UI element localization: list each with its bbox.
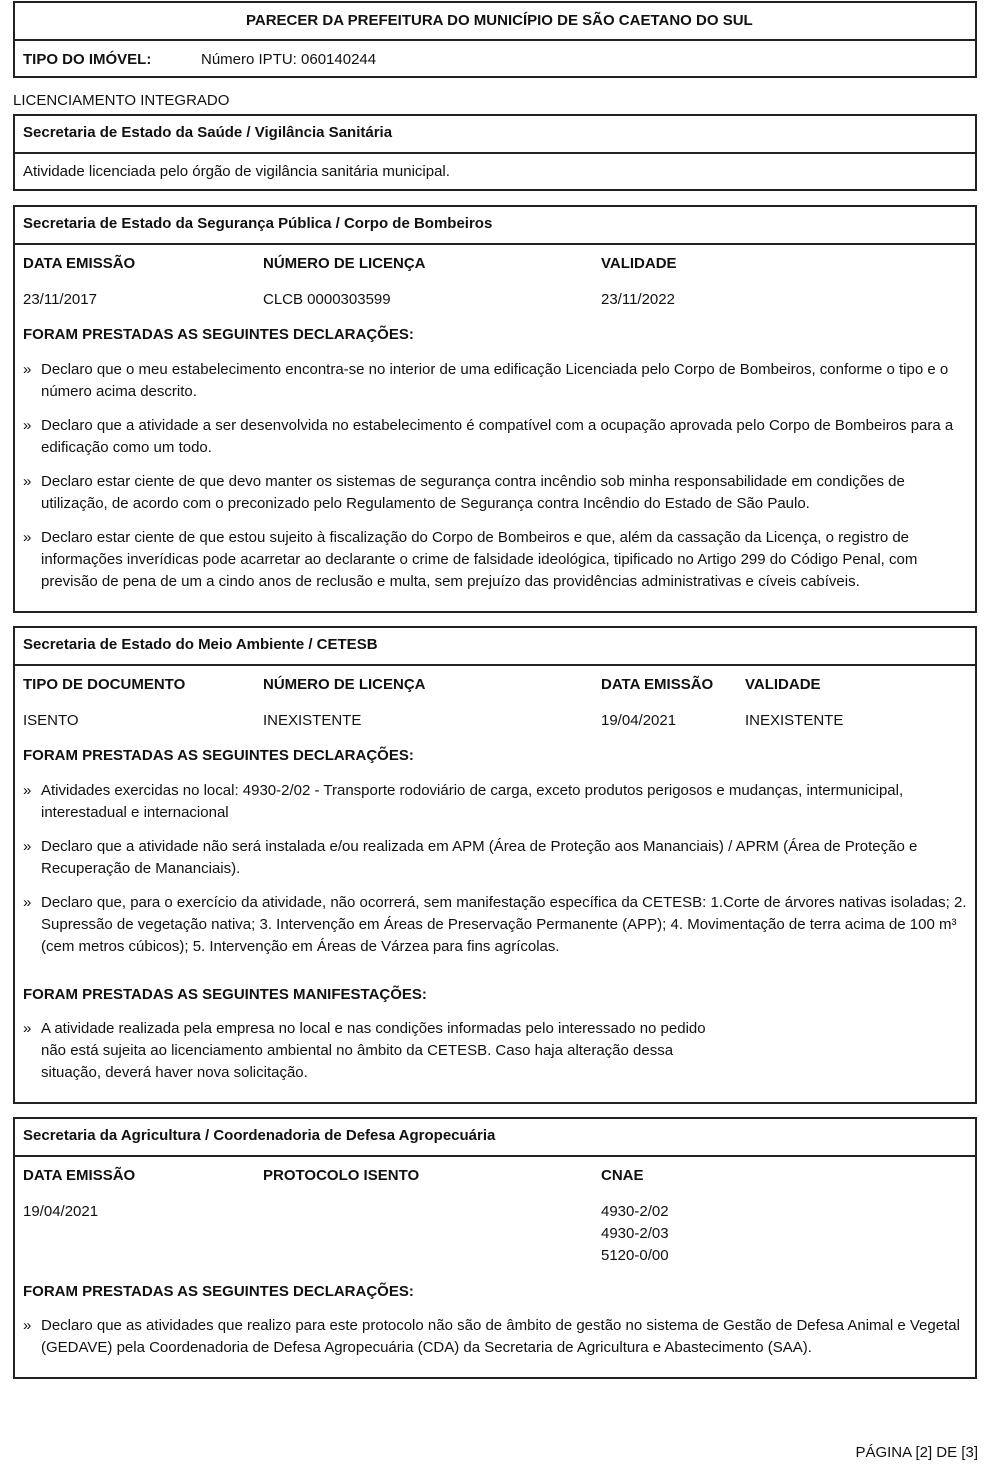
bombeiros-declaration	[23, 471, 967, 515]
header-box	[13, 1, 977, 78]
bombeiros-date: 23/11/2017	[23, 291, 97, 308]
bullet-icon: »	[23, 838, 32, 855]
cetesb-declaration	[23, 892, 967, 958]
bombeiros-title-row	[15, 207, 975, 245]
cetesb-decl-title: FORAM PRESTADAS AS SEGUINTES DECLARAÇÕES:	[23, 747, 414, 764]
agricultura-box	[13, 1117, 977, 1379]
page-number: PÁGINA [2] DE [3]	[855, 1444, 978, 1461]
bombeiros-body	[15, 245, 975, 611]
agricultura-header-date: DATA EMISSÃO	[23, 1167, 136, 1184]
cetesb-body	[15, 666, 975, 1102]
section-label: LICENCIAMENTO INTEGRADO	[13, 92, 230, 109]
page-title: PARECER DA PREFEITURA DO MUNICÍPIO DE SÃO CAETANO DO SUL	[246, 12, 753, 29]
bombeiros-license: CLCB 0000303599	[263, 291, 391, 308]
saude-title-row	[15, 116, 975, 154]
header-title-row	[15, 3, 975, 41]
bombeiros-declaration	[23, 527, 967, 593]
cetesb-manifestation	[23, 1018, 725, 1084]
bullet-icon: »	[23, 473, 32, 490]
bombeiros-box	[13, 205, 977, 613]
bombeiros-declaration	[23, 359, 967, 403]
agricultura-body	[15, 1157, 975, 1377]
bullet-icon: »	[23, 361, 32, 378]
cetesb-title-row	[15, 628, 975, 666]
bombeiros-decl-title: FORAM PRESTADAS AS SEGUINTES DECLARAÇÕES:	[23, 326, 414, 343]
agricultura-declaration	[23, 1315, 967, 1359]
agricultura-decl-title: FORAM PRESTADAS AS SEGUINTES DECLARAÇÕES:	[23, 1283, 414, 1300]
agricultura-header-protocol: PROTOCOLO ISENTO	[263, 1167, 420, 1184]
saude-text: Atividade licenciada pelo órgão de vigilância sanitária municipal.	[23, 163, 450, 180]
agricultura-title-row	[15, 1119, 975, 1157]
tipo-label: TIPO DO IMÓVEL:	[23, 51, 152, 68]
bombeiros-title: Secretaria de Estado da Segurança Pública / Corpo de Bombeiros	[23, 215, 493, 232]
bullet-icon: »	[23, 1020, 32, 1037]
bombeiros-header-license: NÚMERO DE LICENÇA	[263, 255, 426, 272]
saude-box	[13, 114, 977, 191]
bombeiros-validity: 23/11/2022	[601, 291, 675, 308]
bombeiros-header-date: DATA EMISSÃO	[23, 255, 136, 272]
cnae-code: 4930-2/02	[601, 1203, 669, 1220]
declaration-text: Declaro que a atividade a ser desenvolvida no estabelecimento é compatível com a ocupação aprovada pelo Corpo de Bombeiros para a edificação como um todo.	[41, 417, 954, 456]
cetesb-validity: INEXISTENTE	[745, 712, 844, 729]
declaration-text: Declaro estar ciente de que devo manter os sistemas de segurança contra incêndio sob minha responsabilidade em condições de utilização, de acordo com o preconizado pelo Regulamento de Segurança contra Incêndio do Estado de São Paulo.	[41, 473, 905, 512]
cetesb-header-validity: VALIDADE	[745, 676, 821, 693]
cetesb-title: Secretaria de Estado do Meio Ambiente / CETESB	[23, 636, 378, 653]
declaration-text: Atividades exercidas no local: 4930-2/02 - Transporte rodoviário de carga, exceto produtos perigosos e mudanças, intermunicipal, interestadual e internacional	[41, 782, 904, 821]
agricultura-date: 19/04/2021	[23, 1203, 99, 1220]
cetesb-declaration	[23, 836, 967, 880]
saude-title: Secretaria de Estado da Saúde / Vigilância Sanitária	[23, 124, 393, 141]
agricultura-title: Secretaria da Agricultura / Coordenadoria de Defesa Agropecuária	[23, 1127, 496, 1144]
saude-text-row	[15, 154, 975, 189]
header-tipo-row	[15, 41, 975, 76]
manifestation-text: A atividade realizada pela empresa no local e nas condições informadas pelo interessado no pedido não está sujeita ao licenciamento ambiental no âmbito da CETESB. Caso haja alteração dessa situação, deverá haver nova solicitação.	[41, 1020, 706, 1081]
bullet-icon: »	[23, 894, 32, 911]
cetesb-box	[13, 626, 977, 1104]
cnae-list	[601, 1201, 669, 1267]
bullet-icon: »	[23, 782, 32, 799]
cetesb-doc-type: ISENTO	[23, 712, 79, 729]
cetesb-manif-title: FORAM PRESTADAS AS SEGUINTES MANIFESTAÇÕES:	[23, 986, 427, 1003]
cetesb-license: INEXISTENTE	[263, 712, 362, 729]
iptu-number: Número IPTU: 060140244	[201, 51, 377, 68]
bullet-icon: »	[23, 529, 32, 546]
cnae-code: 5120-0/00	[601, 1247, 669, 1264]
cetesb-declaration	[23, 780, 967, 824]
declaration-text: Declaro estar ciente de que estou sujeito à fiscalização do Corpo de Bombeiros e que, além da cassação da Licença, o registro de informações inverídicas pode acarretar ao declarante o crime de falsidade ideológica, tipificado no Artigo 299 do Código Penal, com previsão de pena de um a cindo anos de reclusão e multa, sem prejuízo das providências administrativas e cíveis cabíveis.	[41, 529, 918, 590]
declaration-text: Declaro que, para o exercício da atividade, não ocorrerá, sem manifestação específica da CETESB: 1.Corte de árvores nativas isoladas; 2. Supressão de vegetação nativa; 3. Intervenção em Áreas de Preservação Permanente (APP); 4. Movimentação de terra acima de 100 m³ (cem metros cúbicos); 5. Intervenção em Áreas de Várzea para fins agrícolas.	[41, 894, 967, 955]
declaration-text: Declaro que o meu estabelecimento encontra-se no interior de uma edificação Licenciada pelo Corpo de Bombeiros, conforme o tipo e o número acima descrito.	[41, 361, 949, 400]
agricultura-header-cnae: CNAE	[601, 1167, 644, 1184]
declaration-text: Declaro que as atividades que realizo para este protocolo não são de âmbito de gestão no sistema de Gestão de Defesa Animal e Vegetal (GEDAVE) pela Coordenadoria de Defesa Agropecuária (CDA) da Secretaria de Agricultura e Abastecimento (SAA).	[41, 1317, 960, 1356]
cnae-code: 4930-2/03	[601, 1225, 669, 1242]
cetesb-date: 19/04/2021	[601, 712, 677, 729]
declaration-text: Declaro que a atividade não será instalada e/ou realizada em APM (Área de Proteção aos Mananciais) / APRM (Área de Proteção e Recuperação de Mananciais).	[41, 838, 918, 877]
bombeiros-header-validity: VALIDADE	[601, 255, 677, 272]
cetesb-header-license: NÚMERO DE LICENÇA	[263, 676, 426, 693]
cetesb-header-date: DATA EMISSÃO	[601, 676, 714, 693]
bullet-icon: »	[23, 1317, 32, 1334]
cetesb-header-doc-type: TIPO DE DOCUMENTO	[23, 676, 186, 693]
bombeiros-declaration	[23, 415, 967, 459]
bullet-icon: »	[23, 417, 32, 434]
